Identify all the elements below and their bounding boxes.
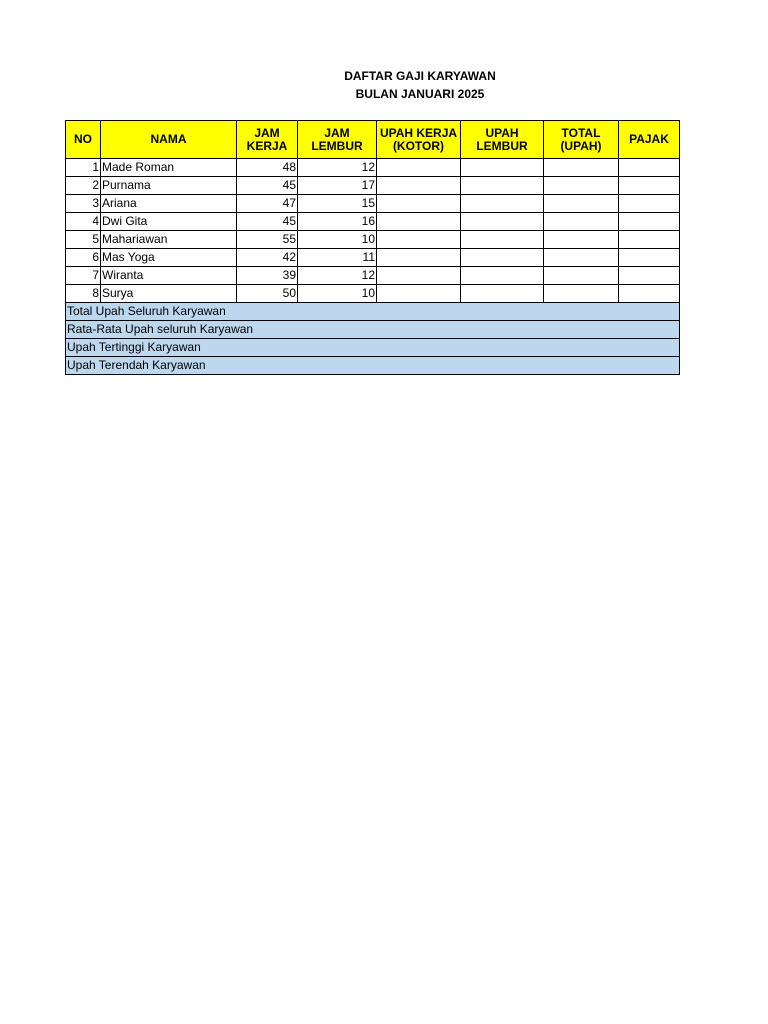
- cell-nama[interactable]: Ariana: [101, 195, 237, 213]
- cell-pajak[interactable]: [619, 195, 680, 213]
- cell-upah-kerja[interactable]: [377, 195, 461, 213]
- cell-no[interactable]: 2: [66, 177, 101, 195]
- payroll-table: [65, 120, 680, 375]
- cell-jam-lembur[interactable]: 12: [298, 159, 377, 177]
- summary-lowest-label[interactable]: Upah Terendah Karyawan: [66, 357, 680, 375]
- summary-total-label[interactable]: Total Upah Seluruh Karyawan: [66, 303, 680, 321]
- summary-row-average: [66, 321, 680, 339]
- table-row: [66, 213, 680, 231]
- header-jam-kerja[interactable]: JAM KERJA: [237, 121, 298, 159]
- cell-nama[interactable]: Dwi Gita: [101, 213, 237, 231]
- cell-jam-lembur[interactable]: 10: [298, 285, 377, 303]
- cell-upah-lembur[interactable]: [461, 231, 544, 249]
- cell-no[interactable]: 6: [66, 249, 101, 267]
- cell-no[interactable]: 4: [66, 213, 101, 231]
- cell-upah-kerja[interactable]: [377, 177, 461, 195]
- cell-nama[interactable]: Wiranta: [101, 267, 237, 285]
- cell-jam-kerja[interactable]: 48: [237, 159, 298, 177]
- header-row: [66, 121, 680, 159]
- cell-upah-lembur[interactable]: [461, 177, 544, 195]
- cell-upah-kerja[interactable]: [377, 159, 461, 177]
- cell-nama[interactable]: Purnama: [101, 177, 237, 195]
- cell-total-upah[interactable]: [544, 177, 619, 195]
- cell-total-upah[interactable]: [544, 231, 619, 249]
- cell-no[interactable]: 8: [66, 285, 101, 303]
- cell-upah-lembur[interactable]: [461, 249, 544, 267]
- header-total-upah[interactable]: TOTAL (UPAH): [544, 121, 619, 159]
- cell-jam-kerja[interactable]: 45: [237, 213, 298, 231]
- document-title: [245, 67, 595, 103]
- header-pajak[interactable]: PAJAK: [619, 121, 680, 159]
- cell-nama[interactable]: Mas Yoga: [101, 249, 237, 267]
- cell-jam-kerja[interactable]: 55: [237, 231, 298, 249]
- table-row: [66, 177, 680, 195]
- cell-no[interactable]: 1: [66, 159, 101, 177]
- summary-average-label[interactable]: Rata-Rata Upah seluruh Karyawan: [66, 321, 680, 339]
- table-row: [66, 159, 680, 177]
- header-jam-lembur[interactable]: JAM LEMBUR: [298, 121, 377, 159]
- summary-row-lowest: [66, 357, 680, 375]
- header-nama[interactable]: NAMA: [101, 121, 237, 159]
- cell-nama[interactable]: Mahariawan: [101, 231, 237, 249]
- cell-jam-lembur[interactable]: 11: [298, 249, 377, 267]
- cell-upah-kerja[interactable]: [377, 231, 461, 249]
- cell-no[interactable]: 3: [66, 195, 101, 213]
- cell-total-upah[interactable]: [544, 267, 619, 285]
- title-line-2: BULAN JANUARI 2025: [355, 87, 485, 101]
- cell-pajak[interactable]: [619, 249, 680, 267]
- cell-jam-lembur[interactable]: 17: [298, 177, 377, 195]
- cell-upah-lembur[interactable]: [461, 285, 544, 303]
- cell-total-upah[interactable]: [544, 195, 619, 213]
- cell-upah-kerja[interactable]: [377, 267, 461, 285]
- cell-nama[interactable]: Made Roman: [101, 159, 237, 177]
- cell-upah-kerja[interactable]: [377, 285, 461, 303]
- cell-jam-kerja[interactable]: 39: [237, 267, 298, 285]
- cell-pajak[interactable]: [619, 213, 680, 231]
- cell-pajak[interactable]: [619, 159, 680, 177]
- cell-jam-lembur[interactable]: 15: [298, 195, 377, 213]
- cell-jam-kerja[interactable]: 42: [237, 249, 298, 267]
- cell-jam-lembur[interactable]: 12: [298, 267, 377, 285]
- cell-total-upah[interactable]: [544, 285, 619, 303]
- summary-row-highest: [66, 339, 680, 357]
- table-row: [66, 195, 680, 213]
- cell-jam-kerja[interactable]: 50: [237, 285, 298, 303]
- cell-no[interactable]: 7: [66, 267, 101, 285]
- cell-upah-lembur[interactable]: [461, 213, 544, 231]
- cell-nama[interactable]: Surya: [101, 285, 237, 303]
- cell-pajak[interactable]: [619, 267, 680, 285]
- header-no[interactable]: NO: [66, 121, 101, 159]
- cell-jam-kerja[interactable]: 45: [237, 177, 298, 195]
- cell-total-upah[interactable]: [544, 159, 619, 177]
- cell-upah-lembur[interactable]: [461, 267, 544, 285]
- summary-row-total: [66, 303, 680, 321]
- table-row: [66, 231, 680, 249]
- cell-upah-kerja[interactable]: [377, 213, 461, 231]
- table-row: [66, 267, 680, 285]
- cell-jam-lembur[interactable]: 16: [298, 213, 377, 231]
- cell-jam-lembur[interactable]: 10: [298, 231, 377, 249]
- cell-pajak[interactable]: [619, 231, 680, 249]
- cell-total-upah[interactable]: [544, 249, 619, 267]
- cell-upah-kerja[interactable]: [377, 249, 461, 267]
- cell-upah-lembur[interactable]: [461, 159, 544, 177]
- cell-no[interactable]: 5: [66, 231, 101, 249]
- summary-highest-label[interactable]: Upah Tertinggi Karyawan: [66, 339, 680, 357]
- cell-upah-lembur[interactable]: [461, 195, 544, 213]
- table-row: [66, 249, 680, 267]
- cell-pajak[interactable]: [619, 177, 680, 195]
- cell-pajak[interactable]: [619, 285, 680, 303]
- header-upah-kerja[interactable]: UPAH KERJA (KOTOR): [377, 121, 461, 159]
- title-line-1: DAFTAR GAJI KARYAWAN: [344, 69, 496, 83]
- header-upah-lembur[interactable]: UPAH LEMBUR: [461, 121, 544, 159]
- cell-jam-kerja[interactable]: 47: [237, 195, 298, 213]
- cell-total-upah[interactable]: [544, 213, 619, 231]
- table-row: [66, 285, 680, 303]
